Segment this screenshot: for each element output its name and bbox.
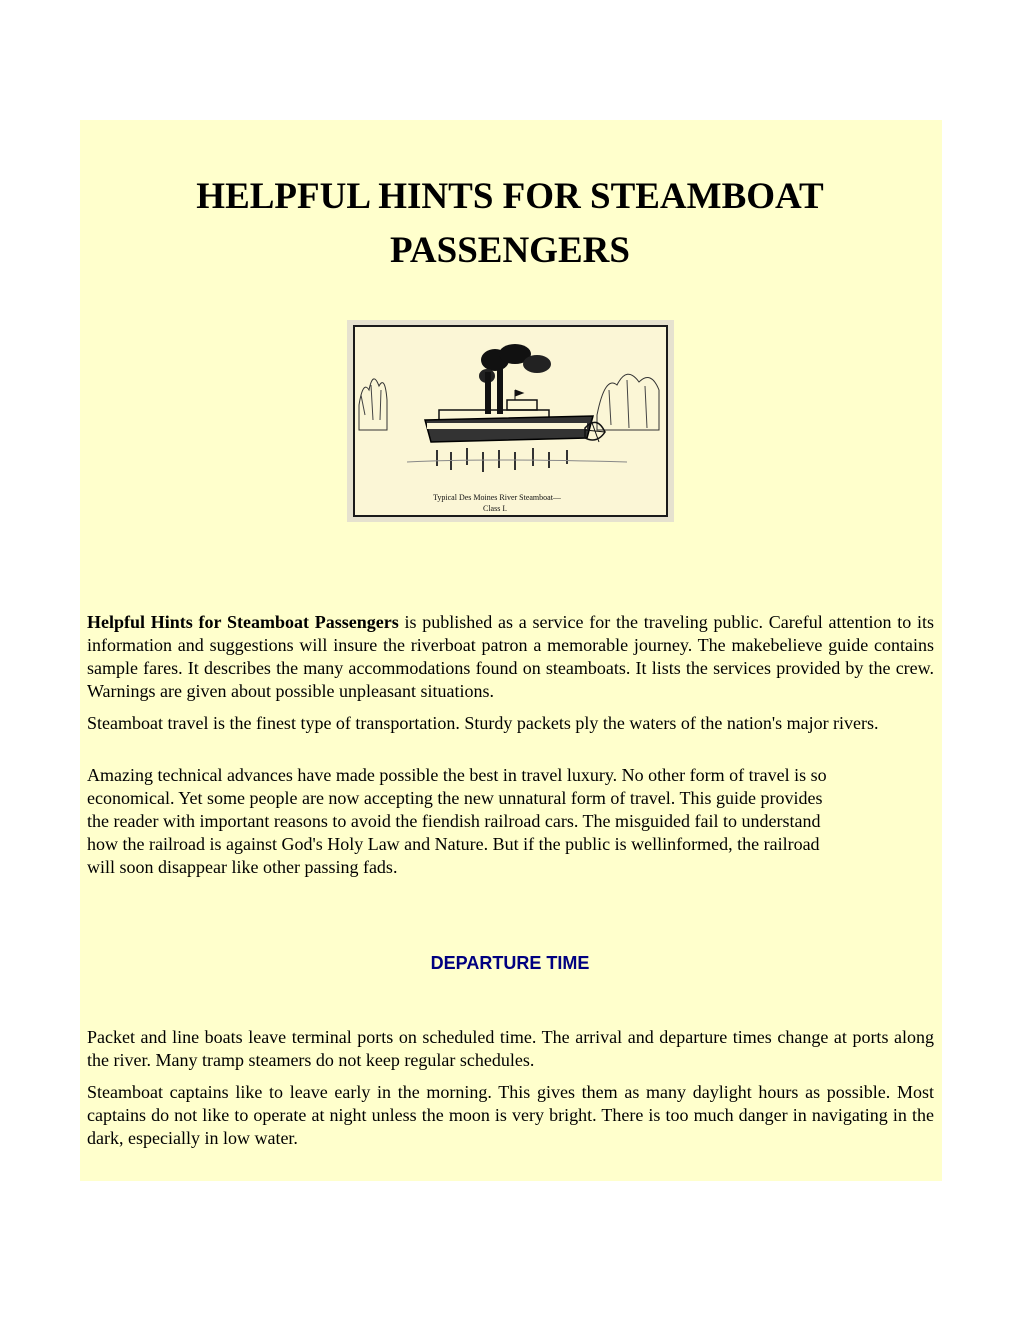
page-title [0,170,1020,278]
title-line-1: HELPFUL HINTS FOR STEAMBOAT [196,176,824,217]
departure-paragraph-2: Steamboat captains like to leave early in the morning. This gives them as many daylight hours as possible. Most captains do not like to operate at night unless the moon is very bright. There is too much danger in navigating in the dark, especially in low water. [87,1082,934,1148]
intro-paragraph-1 [87,611,934,703]
steamboat-drawing [347,320,674,522]
figure-caption-line-1: Typical Des Moines River Steamboat— [433,493,561,502]
title-line-2: PASSENGERS [390,230,630,271]
publication-name: Helpful Hints for Steamboat Passengers [87,612,399,632]
intro-paragraph-1-text: is published as a service for the traveling public. Careful attention to its information and suggestions will insure the riverboat patron a memorable journey. The makebelieve guide contains sample fares. It describes the many accommodations found on steamboats. It lists the services provided by the crew. Warnings are given about possible unpleasant situations. [87,612,934,701]
text-line: how the railroad is against God's Holy Law and Nature. But if the public is wellinformed, the railroad [87,834,820,854]
text-line: the reader with important reasons to avoid the fiendish railroad cars. The misguided fail to understand [87,811,821,831]
text-line: economical. Yet some people are now accepting the new unnatural form of travel. This guide provides [87,788,823,808]
text-line: Amazing technical advances have made possible the best in travel luxury. No other form of travel is so [87,765,827,785]
text-line: will soon disappear like other passing fads. [87,857,398,877]
steamboat-illustration [347,320,674,522]
intro-section [87,611,934,744]
section-heading: DEPARTURE TIME [430,953,590,973]
figure-caption-line-2: Class I. [483,504,507,513]
intro-paragraph-2: Steamboat travel is the finest type of transportation. Sturdy packets ply the waters of the nation's major rivers. [87,713,879,733]
intro-paragraph-3 [87,764,917,888]
departure-paragraph-1: Packet and line boats leave terminal ports on scheduled time. The arrival and departure times change at ports along the river. Many tramp steamers do not keep regular schedules. [87,1027,934,1070]
departure-section [87,1026,934,1159]
